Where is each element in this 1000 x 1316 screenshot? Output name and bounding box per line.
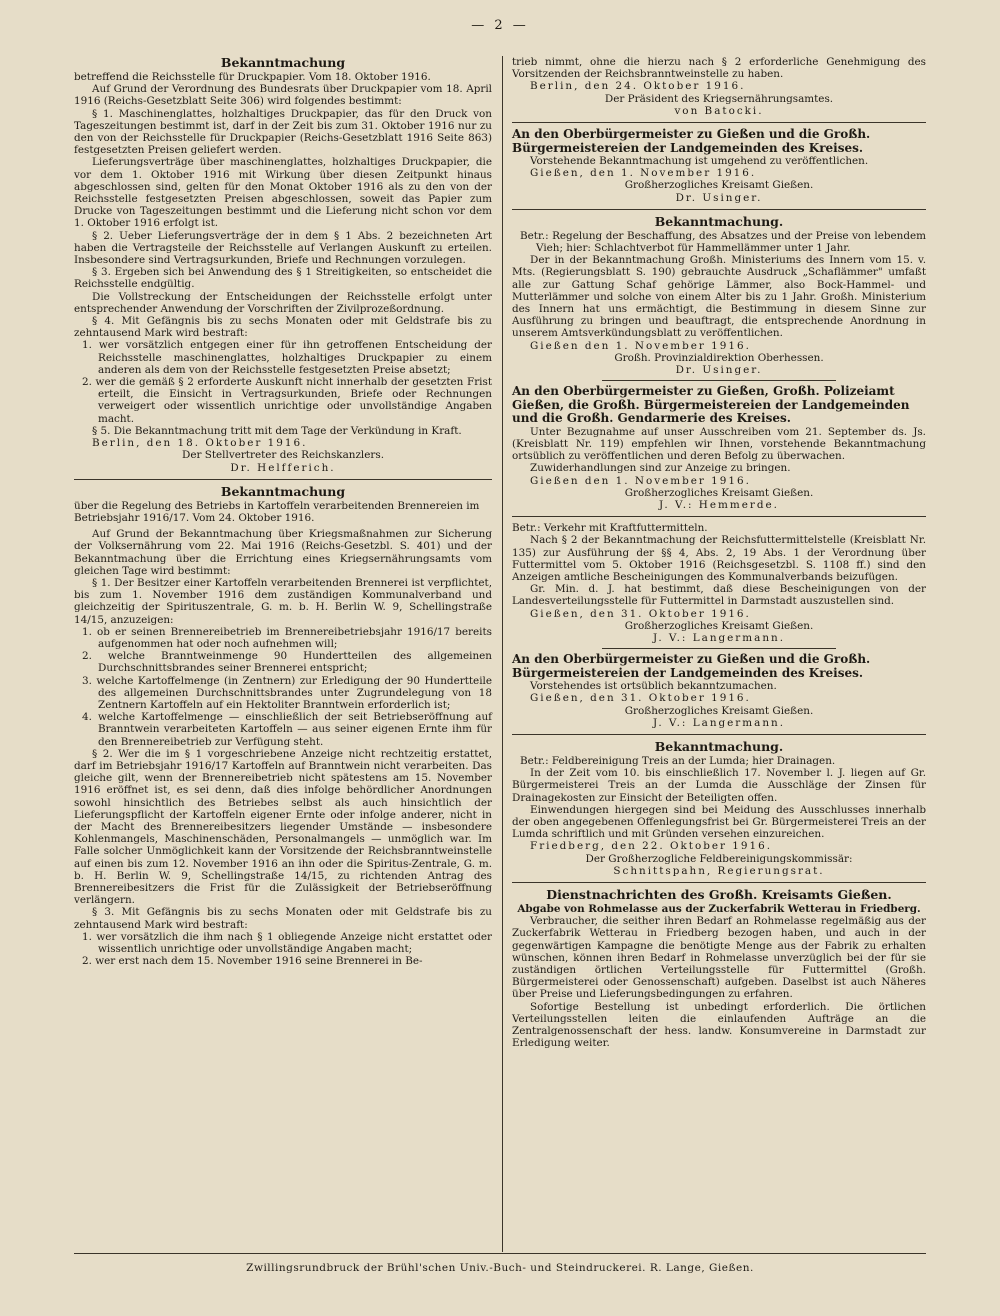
paragraph: § 2. Wer die im § 1 vorgeschriebene Anzeige nicht rechtzeitig erstattet, darf im Betriebsjahr 1916/17 Kartoffeln auf Branntwein nicht verarbeiten. Das gleiche gilt, wenn der Brennereibetrieb nicht spätestens am 15. November 1916 eröffnet ist, es sei denn, daß dies infolge behördlicher Anordnungen sowohl hinsichtlich des Betriebes selbst als auch hinsichtlich der Lieferungspflicht der Kartoffeln eigener Ernte oder infolge anderer, nicht in der Macht des Brennereibesitzers liegender Umstände — insbesondere Kohlenmangels, Maschinenschäden, Personalmangels — unmöglich war. Im Falle solcher Unmöglichkeit kann der Vorsitzende der Reichsbranntweinstelle auf einen bis zum 12. November 1916 an ihn oder die Spiritus-Zentrale, G. m. b. H. Berlin W. 9, Schellingstraße 14/15, zu richtenden Antrag des Brennereibesitzers die Frist für die Zulässigkeit der Betriebseröffnung verlängern. [74,747,492,907]
signature: Dr. Helfferich. [230,461,336,474]
office-line: Der Stellvertreter des Reichskanzlers. [181,449,385,462]
place-date: Berlin, den 18. Oktober 1916. [92,437,308,450]
announcement-title: Bekanntmachung. [654,213,784,229]
short-rule [602,380,836,381]
paragraph: § 3. Ergeben sich bei Anwendung des § 1 Streitigkeiten, so entscheidet die Reichsstelle endgültig. [74,266,492,291]
paragraph: In der Zeit vom 10. bis einschließlich 17. November l. J. liegen auf Gr. Bürgermeisterei Treis an der Lumda die Ausschläge der Zinsen für Drainagekosten zur Einsicht der Beteiligten offen. [512,767,926,804]
place-date: Gießen, den 31. Oktober 1916. [530,607,751,620]
list-item: 3. welche Kartoffelmenge (in Zentnern) zur Erledigung der 90 Hundertteile des allgemeinen Durchschnittsbrandes unter Zugrundelegung von 18 Zentnern Kartoffeln auf ein Hektoliter Branntwein erforderlich ist; [82,674,492,711]
paragraph: § 4. Mit Gefängnis bis zu sechs Monaten oder mit Geldstrafe bis zu zehntausend Mark wird bestraft: [74,315,492,340]
list-item: 2. wer die gemäß § 2 erforderte Auskunft nicht innerhalb der gesetzten Frist erteilt, die Einsicht in Vertragsurkunden, Briefe oder Rechnungen verweigert oder wissentlich unrichtige oder unvollständige Angaben macht. [82,376,492,425]
office-line: Der Präsident des Kriegsernährungsamtes. [604,92,834,105]
announcement-title: Bekanntmachung [220,55,346,70]
office-line: Großherzogliches Kreisamt Gießen. [624,486,814,499]
footer-rule [74,1253,926,1254]
paragraph: Vorstehende Bekanntmachung ist umgehend zu veröffentlichen. [530,155,869,168]
office-line: Großherzogliches Kreisamt Gießen. [624,704,814,717]
paragraph: § 2. Ueber Lieferungsverträge der in dem § 1 Abs. 2 bezeichneten Art haben die Vertragsteile der Reichsstelle auf Verlangen Auskunft zu erteilen. Insbesondere sind Vertragsurkunden, Briefe und Rechnungen vorzulegen. [74,229,492,267]
section-rule [512,734,926,735]
announcement-schlachtverbot [512,215,926,376]
paragraph: Vorstehendes ist ortsüblich bekanntzumachen. [530,680,777,693]
subject-line: Betr.: Regelung der Beschaffung, des Absatzes und der Preise von lebendem Vieh; hier: Schlachtverbot für Hammellämmer unter 1 Jahr. [520,229,926,255]
list-item: 2. wer erst nach dem 15. November 1916 seine Brennerei in Be- [82,955,423,968]
paragraph: Der in der Bekanntmachung Großh. Ministeriums des Innern vom 15. v. Mts. (Regierungsblatt S. 190) gebrauchte Ausdruck „Schaflämmer" umfaßt alle zur Gattung Schaf gehörige Lämmer, also Bock-Hammel- und Mutterlämmer und solche von einem Alter bis zu 1 Jahr. Großh. Ministerium des Innern hat uns ermächtigt, die Bestimmung in diesem Sinne zur Ausführung zu bringen und beauftragt, die entsprechende Anordnung in unserem Amtsverkündungsblatt zu veröffentlichen. [512,254,926,340]
paragraph: Unter Bezugnahme auf unser Ausschreiben vom 21. September ds. Js. (Kreisblatt Nr. 119) empfehlen wir Ihnen, vorstehende Bekanntmachung ortsüblich zu veröffentlichen und deren Befolg zu überwachen. [512,425,926,463]
paragraph: Auf Grund der Verordnung des Bundesrats über Druckpapier vom 18. April 1916 (Reichs-Gesetzblatt Seite 306) wird folgendes bestimmt: [74,83,492,108]
list-item: 2. welche Branntweinmenge 90 Hundertteilen des allgemeinen Durchschnittsbrandes seiner Brennerei entspricht; [82,650,492,675]
dienstnachrichten [512,888,926,1049]
place-date: Gießen, den 1. November 1916. [530,167,757,180]
continuation-block [512,56,926,117]
printer-imprint: Zwillingsrundbruck der Brühl'schen Univ.-Buch- und Steindruckerei. R. Lange, Gießen. [246,1262,754,1274]
section-rule [512,882,926,883]
section-title: Dienstnachrichten des Großh. Kreisamts Gießen. [546,887,892,903]
signature: J. V.: Langermann. [652,632,786,645]
office-line: Der Großherzogliche Feldbereinigungskommissär: [585,852,853,865]
paragraph: Gr. Min. d. J. hat bestimmt, daß diese Bescheinigungen von der Landesverteilungsstelle für Futtermittel in Darmstadt auszustellen sind. [512,583,926,608]
signature: J. V.: Hemmerde. [659,498,779,511]
subject-line: Betr.: Verkehr mit Kraftfuttermitteln. [512,522,708,535]
section-rule [74,479,492,480]
place-date: Gießen, den 31. Oktober 1916. [530,692,751,705]
office-line: Großherzogliches Kreisamt Gießen. [624,179,814,192]
announcement-title: Bekanntmachung [220,483,346,499]
column-divider [502,56,503,1252]
announcement-brennereien [74,485,492,968]
paragraph: Einwendungen hiergegen sind bei Meidung des Ausschlusses innerhalb der oben angegebenen Offenlegungsfrist bei Gr. Bürgermeisterei Treis an der Lumda schriftlich und mit Gründen versehen einzureichen. [512,803,926,841]
paragraph: Auf Grund der Bekanntmachung über Kriegsmaßnahmen zur Sicherung der Volksernährung vom 22. Mai 1916 (Reichs-Gesetzbl. S. 401) und der Bekanntmachung über die Errichtung eines Kriegsernährungsamts vom gleichen Tage wird bestimmt: [74,528,492,577]
paragraph: Die Vollstreckung der Entscheidungen der Reichsstelle erfolgt unter entsprechender Anwendung der Vorschriften der Zivilprozeßordnung. [74,290,492,315]
notice-title: An den Oberbürgermeister zu Gießen, Großh. Polizeiamt Gießen, die Großh. Bürgermeistereien der Landgemeinden und die Großh. Gendarmerie des Kreises. [512,384,910,426]
list-item: 1. ob er seinen Brennereibetrieb im Brennereibetriebsjahr 1916/17 bereits aufgenommen hat oder noch aufnehmen will; [82,625,492,650]
notice-kraftfuttermittel [512,522,926,644]
paragraph: Sofortige Bestellung ist unbedingt erforderlich. Die örtlichen Verteilungsstellen leiten die einlaufenden Aufträge an die Zentralgenossenschaft der hess. landw. Konsumvereine in Darmstadt zur Erledigung weiter. [512,1000,926,1050]
section-rule [512,209,926,210]
paragraph: Zuwiderhandlungen sind zur Anzeige zu bringen. [530,462,791,475]
office-line: Großherzogliches Kreisamt Gießen. [624,619,814,632]
paragraph: Lieferungsverträge über maschinenglattes, holzhaltiges Druckpapier, die vor dem 1. Oktober 1916 mit Wirkung über diesen Zeitpunkt hinaus abgeschlossen sind, gelten für den Monat Oktober 1916 als zu den von der Reichsstelle festgesetzten Preisen abgeschlossen, soweit das Papier zum Drucke von Tageszeitungen bestimmt und die Lieferung nicht schon vor dem 1. Oktober 1916 erfolgt ist. [74,156,492,230]
signature: von Batocki. [674,104,764,117]
notice-polizeiamt [512,385,926,511]
right-column [512,56,926,1050]
paragraph: Verbraucher, die seither ihren Bedarf an Rohmelasse regelmäßig aus der Zuckerfabrik Wetterau in Friedberg bezogen haben, und auch in der gegenwärtigen Kampagne die benötigte Menge aus der Fabrik zu erhalten wünschen, können ihren Bedarf in Rohmelasse unverzüglich bei der für sie zuständigen örtlichen Verteilungsstelle für Futtermittel (Großh. Bürgermeisterei oder Genossenschaft) aufgeben. Daselbst ist auch Näheres über Preise und Lieferungsbedingungen zu erfahren. [512,915,926,1001]
place-date: Berlin, den 24. Oktober 1916. [530,80,746,93]
announcement-druckpapier [74,56,492,474]
place-date: Friedberg, den 22. Oktober 1916. [530,840,773,853]
section-rule [512,516,926,517]
list-item: 1. wer vorsätzlich die ihm nach § 1 obliegende Anzeige nicht erstattet oder wissentlich unrichtige oder unvollständige Angaben macht; [82,930,492,956]
paragraph: trieb nimmt, ohne die hierzu nach § 2 erforderliche Genehmigung des Vorsitzenden der Reichsbranntweinstelle zu haben. [512,56,926,81]
paragraph: Nach § 2 der Bekanntmachung der Reichsfuttermittelstelle (Kreisblatt Nr. 135) zur Ausführung der §§ 4, Abs. 2, 19 Abs. 1 der Verordnung über Futtermittel vom 5. Oktober 1916 (Reichsgesetzbl. S. 1108 ff.) sind den Anzeigen amtliche Bescheinigungen des Kommunalverbands beizufügen. [512,534,926,583]
left-column [74,56,492,967]
paragraph: § 5. Die Bekanntmachung tritt mit dem Tage der Verkündung in Kraft. [92,424,462,437]
announcement-subtitle: betreffend die Reichsstelle für Druckpapier. Vom 18. Oktober 1916. [74,71,431,83]
signature: Schnittspahn, Regierungsrat. [613,864,825,877]
short-rule [602,648,836,649]
signature: Dr. Usinger. [675,364,763,377]
place-date: Gießen den 1. November 1916. [530,339,751,352]
notice-oberbuergermeister-1 [512,128,926,204]
paragraph: § 1. Der Besitzer einer Kartoffeln verarbeitenden Brennerei ist verpflichtet, bis zum 1. November 1916 dem zuständigen Kommunalverband und gleichzeitig der Spirituszentrale, G. m. b. H. Berlin W. 9, Schellingstraße 14/15, anzuzeigen: [74,576,492,626]
announcement-feldbereinigung [512,740,926,877]
announcement-title: Bekanntmachung. [654,739,784,755]
notice-oberbuergermeister-2 [512,653,926,729]
paragraph: § 1. Maschinenglattes, holzhaltiges Druckpapier, das für den Druck von Tageszeitungen bestimmt ist, darf in der Zeit bis zum 31. Oktober 1916 nur zu den von der Reichsstelle für Druckpapier (Reichs-Gesetzblatt 1916 Seite 863) festgesetzten Preisen geliefert werden. [74,107,492,157]
paragraph: § 3. Mit Gefängnis bis zu sechs Monaten oder mit Geldstrafe bis zu zehntausend Mark wird bestraft: [74,906,492,931]
section-rule [512,122,926,123]
notice-title: An den Oberbürgermeister zu Gießen und die Großh. Bürgermeistereien der Landgemeinden des Kreises. [512,652,871,680]
notice-title: An den Oberbürgermeister zu Gießen und die Großh. Bürgermeistereien der Landgemeinden des Kreises. [512,127,871,155]
subject-line: Betr.: Feldbereinigung Treis an der Lumda; hier Drainagen. [520,755,836,768]
list-item: 4. welche Kartoffelmenge — einschließlich der seit Betriebseröffnung auf Branntwein verarbeiteten Kartoffeln — aus seiner eigenen Ernte ihm für den Brennereibetrieb zur Verfügung steht. [82,711,492,748]
office-line: Großh. Provinzialdirektion Oberhessen. [614,351,824,364]
list-item: 1. wer vorsätzlich entgegen einer für ihn getroffenen Entscheidung der Reichsstelle maschinenglattes, holzhaltiges Druckpapier zu einem anderen als dem von der Reichsstelle festgesetzten Preise absetzt; [82,339,492,376]
page-number: — 2 — [471,18,529,33]
announcement-subtitle: über die Regelung des Betriebs in Kartoffeln verarbeitenden Brennereien im Betriebsjahr 1916/17. Vom 24. Oktober 1916. [74,499,480,524]
signature: J. V.: Langermann. [652,716,786,729]
place-date: Gießen den 1. November 1916. [530,474,751,487]
section-subtitle: Abgabe von Rohmelasse aus der Zuckerfabrik Wetterau in Friedberg. [517,903,921,916]
signature: Dr. Usinger. [675,191,763,204]
